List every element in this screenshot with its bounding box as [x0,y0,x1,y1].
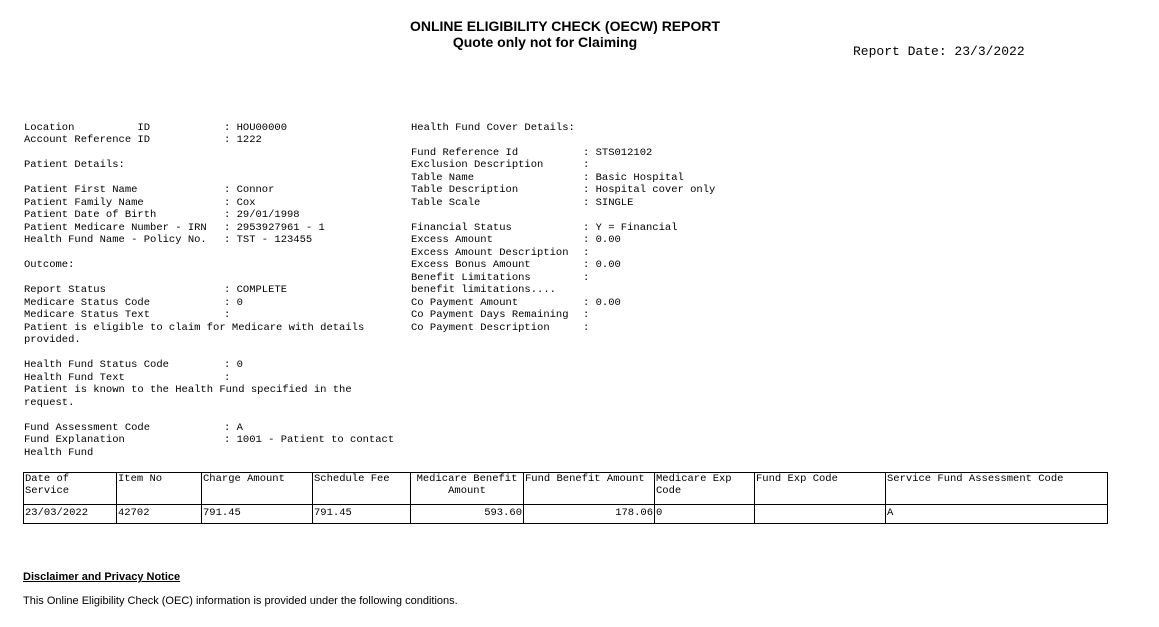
table-scale-value: : SINGLE [583,197,634,209]
exclusion-label: Exclusion Description [411,159,544,171]
hf-message-line-2: request. [24,397,75,409]
report-status-value: : COMPLETE [224,284,288,296]
table-desc-label: Table Description [411,184,519,196]
benefit-limitations-text: benefit limitations.... [411,284,556,296]
th-charge-amount: Charge Amount [202,473,313,505]
table-scale-label: Table Scale [411,197,481,209]
fund-policy-value: : TST - 123455 [224,234,313,246]
cell-fund-benefit-amount: 178.06 [524,507,655,524]
fund-ref-value: : STS012102 [583,147,653,159]
cell-schedule-fee: 791.45 [313,507,411,524]
excess-desc-label: Excess Amount Description [411,247,569,259]
first-name-value: : Connor [224,184,275,196]
report-title: ONLINE ELIGIBILITY CHECK (OECW) REPORT [409,18,721,34]
copay-days-value: : [583,309,590,321]
outcome-heading: Outcome: [24,259,75,271]
fund-assessment-label: Fund Assessment Code [24,422,151,434]
hf-status-code-value: : 0 [224,359,243,371]
table-name-label: Table Name [411,172,475,184]
disclaimer-title: Disclaimer and Privacy Notice [23,571,181,583]
copay-days-label: Co Payment Days Remaining [411,309,569,321]
hf-text-value: : [224,372,231,384]
fund-ref-label: Fund Reference Id [411,147,519,159]
report-date: Report Date: 23/3/2022 [853,44,1025,59]
report-subtitle: Quote only not for Claiming [452,34,638,50]
copay-desc-label: Co Payment Description [411,322,550,334]
family-name-value: : Cox [224,197,256,209]
benefit-limitations-value: : [583,272,590,284]
th-service-fund-assessment-code: Service Fund Assessment Code [886,473,1108,505]
account-value: : 1222 [224,134,262,146]
medicare-status-code-value: : 0 [224,297,243,309]
cell-medicare-exp-code: 0 [655,507,755,524]
table-name-value: : Basic Hospital [583,172,684,184]
location-value: : HOU00000 [224,122,288,134]
dob-value: : 29/01/1998 [224,209,300,221]
th-medicare-benefit-amount: Medicare Benefit Amount [411,473,524,505]
hf-message-line-1: Patient is known to the Health Fund specified in the [24,384,352,396]
first-name-label: Patient First Name [24,184,138,196]
report-status-label: Report Status [24,284,106,296]
table-header-row [24,473,1108,505]
patient-details-heading: Patient Details: [24,159,125,171]
th-item-no: Item No [117,473,202,505]
medicare-number-label: Patient Medicare Number - IRN [24,222,207,234]
th-schedule-fee: Schedule Fee [313,473,411,505]
copay-amount-label: Co Payment Amount [411,297,519,309]
exclusion-value: : [583,159,590,171]
dob-label: Patient Date of Birth [24,209,157,221]
th-fund-benefit-amount: Fund Benefit Amount [524,473,655,505]
hf-text-label: Health Fund Text [24,372,125,384]
cell-medicare-benefit-amount: 593.60 [411,507,524,524]
cell-service-fund-assessment-code: A [886,507,1108,524]
family-name-label: Patient Family Name [24,197,144,209]
financial-status-label: Financial Status [411,222,512,234]
table-desc-value: : Hospital cover only [583,184,716,196]
hf-status-code-label: Health Fund Status Code [24,359,169,371]
medicare-message-line-1: Patient is eligible to claim for Medicare with details [24,322,365,334]
disclaimer-text: This Online Eligibility Check (OEC) information is provided under the following conditions. [23,595,458,607]
excess-bonus-label: Excess Bonus Amount [411,259,531,271]
fund-assessment-value: : A [224,422,243,434]
excess-bonus-value: : 0.00 [583,259,621,271]
excess-amount-label: Excess Amount [411,234,493,246]
service-table [23,472,1108,524]
cell-item-no: 42702 [117,507,202,524]
medicare-status-text-label: Medicare Status Text [24,309,151,321]
copay-amount-value: : 0.00 [583,297,621,309]
cell-date-of-service: 23/03/2022 [24,507,117,524]
th-fund-exp-code: Fund Exp Code [755,473,886,505]
excess-amount-value: : 0.00 [583,234,621,246]
fund-explanation-label: Fund Explanation [24,434,125,446]
th-medicare-exp-code: Medicare Exp Code [655,473,755,505]
excess-desc-value: : [583,247,590,259]
medicare-status-code-label: Medicare Status Code [24,297,151,309]
benefit-limitations-label: Benefit Limitations [411,272,531,284]
medicare-message-line-2: provided. [24,334,81,346]
medicare-number-value: : 2953927961 - 1 [224,222,325,234]
location-label: Location ID [24,122,151,134]
medicare-status-text-value: : [224,309,231,321]
table-row [24,507,1108,524]
account-label: Account Reference ID [24,134,151,146]
cover-heading: Health Fund Cover Details: [411,122,575,134]
cell-fund-exp-code [755,507,886,524]
health-fund-label: Health Fund [24,447,94,459]
th-date-of-service: Date of Service [24,473,117,505]
cell-charge-amount: 791.45 [202,507,313,524]
fund-explanation-value: : 1001 - Patient to contact [224,434,395,446]
copay-desc-value: : [583,322,590,334]
fund-policy-label: Health Fund Name - Policy No. [24,234,207,246]
financial-status-value: : Y = Financial [583,222,678,234]
